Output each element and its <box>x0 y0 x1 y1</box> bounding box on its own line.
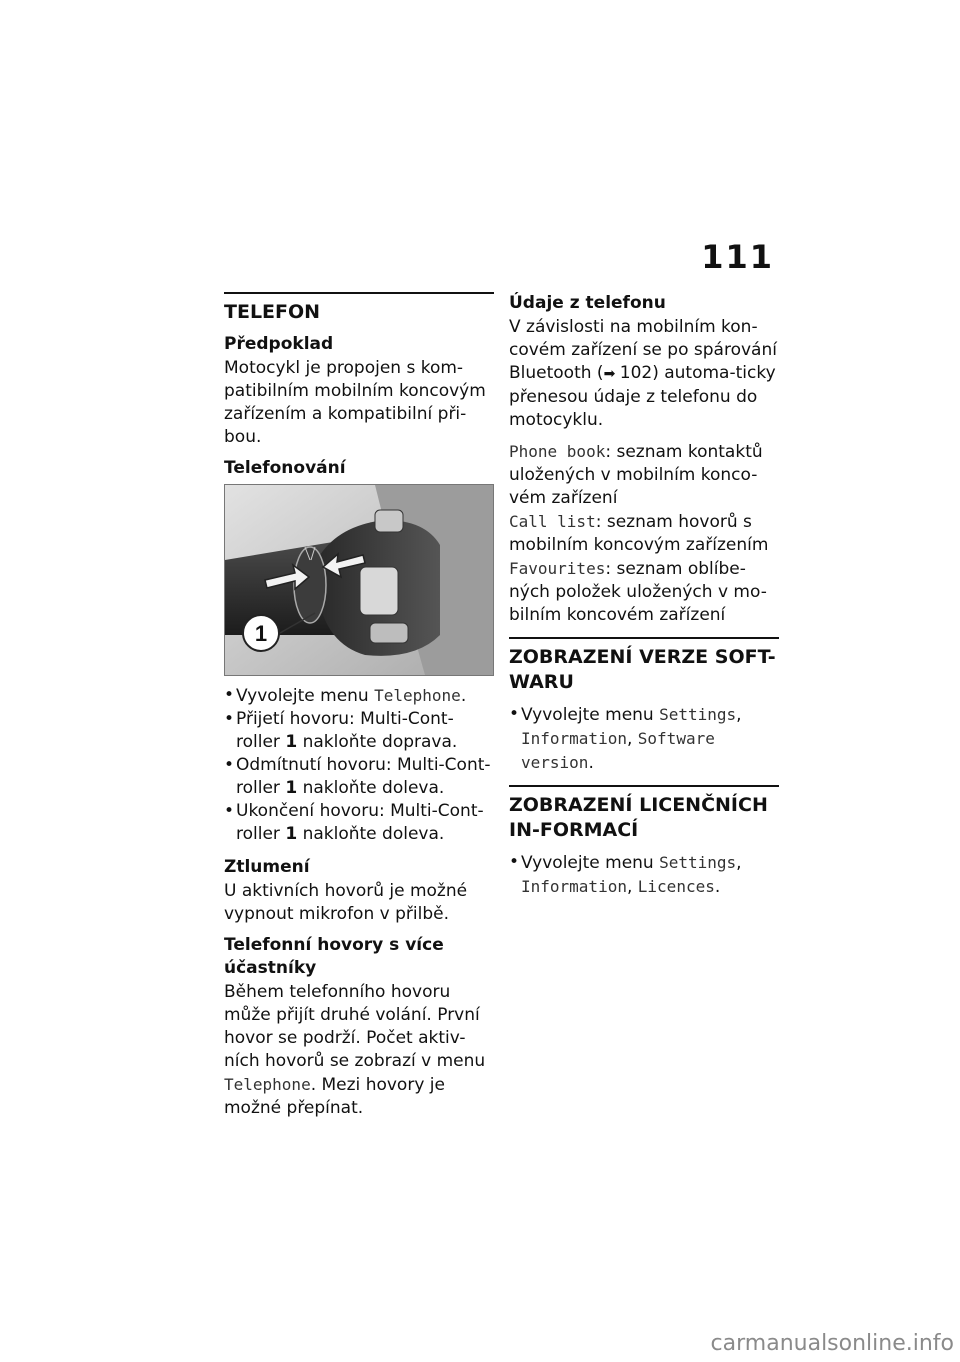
predpoklad-text: Motocykl je propojen s kom-patibilním mobilním koncovým zařízením a kompatibilní při-bou. <box>224 358 486 447</box>
page-reference-arrow-icon: ➡ <box>603 366 620 382</box>
list-item: • Ukončení hovoru: Multi-Cont-roller 1 nakloňte doleva. <box>224 800 494 846</box>
ztlumeni-title: Ztlumení <box>224 857 310 877</box>
section-rule <box>224 292 494 294</box>
udaje-text: V závislosti na mobilním kon-covém zařízení se po spárování Bluetooth (➡ 102) automa-ticky přenesou údaje z telefonu do motocyklu. <box>509 317 777 430</box>
software-section-title: ZOBRAZENÍ VERZE SOFT-WARU <box>509 646 776 693</box>
left-column <box>224 292 494 1128</box>
ztlumeni-text: U aktivních hovorů je možné vypnout mikrofon v přilbě. <box>224 881 468 924</box>
figure-callout-1: 1 <box>254 621 268 646</box>
list-item: • Vyvolejte menu Settings, Information, Software version. <box>509 703 779 775</box>
watermark: carmanualsonline.info <box>710 1331 954 1356</box>
udaje-title: Údaje z telefonu <box>509 293 666 313</box>
conference-title: Telefonní hovory s více účastníky <box>224 935 444 978</box>
section-rule <box>509 637 779 639</box>
data-item-favourites: Favourites: seznam oblíbe-ných položek uložených v mo-bilním koncovém zařízení <box>509 559 767 625</box>
data-item-call-list: Call list: seznam hovorů s mobilním koncovým zařízením <box>509 512 769 555</box>
data-item-phone-book: Phone book: seznam kontaktů uložených v mobilním konco-vém zařízení <box>509 442 763 508</box>
handlebar-illustration <box>225 485 493 675</box>
section-rule <box>509 785 779 787</box>
telefonovani-title: Telefonování <box>224 458 346 478</box>
list-item: • Odmítnutí hovoru: Multi-Cont-roller 1 nakloňte doleva. <box>224 754 494 800</box>
predpoklad-title: Předpoklad <box>224 334 334 354</box>
conference-text: Během telefonního hovoru může přijít druhé volání. První hovor se podrží. Počet aktiv-ních hovorů se zobrazí v menu Telephone. Mezi hovory je možné přepínat. <box>224 982 486 1118</box>
list-item: • Přijetí hovoru: Multi-Cont-roller 1 nakloňte doprava. <box>224 708 494 754</box>
page-number: 111 <box>701 238 774 276</box>
right-column <box>509 292 779 909</box>
multi-controller-figure <box>224 484 494 676</box>
list-item: • Vyvolejte menu Telephone. <box>224 684 494 708</box>
licence-steps <box>509 851 779 899</box>
telefonovani-steps <box>224 684 494 846</box>
software-steps <box>509 703 779 775</box>
list-item: • Vyvolejte menu Settings, Information, Licences. <box>509 851 779 899</box>
section-title-telefon: TELEFON <box>224 301 321 323</box>
licence-section-title: ZOBRAZENÍ LICENČNÍCH IN-FORMACÍ <box>509 794 768 841</box>
